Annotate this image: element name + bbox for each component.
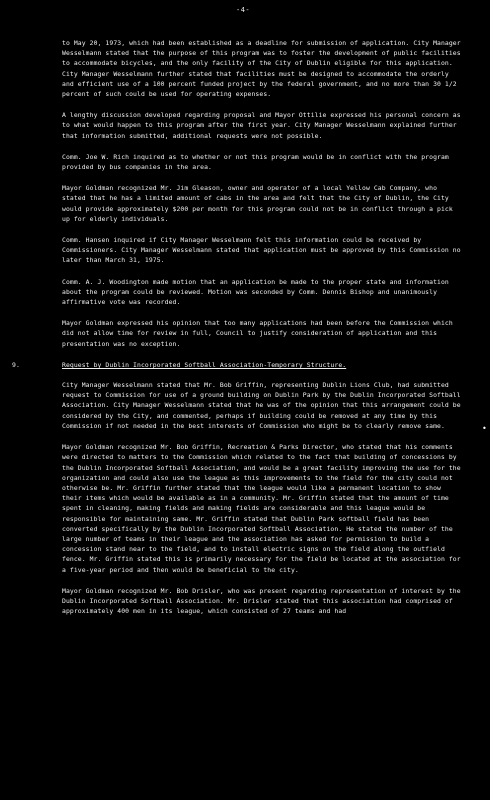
paragraph: Comm. Joe W. Rich inquired as to whether or not this program would be in conflict with the program provided by bus companies in the area. [62,152,449,172]
paragraph: Comm. Hansen inquired if City Manager Wesselmann felt this information could be received by Commissioners. City Manager Wesselmann stated that application must be approved by this Commission no later than March 31, 1975. [62,236,461,265]
agenda-item-title: Request by Dublin Incorporated Softball Association-Temporary Structure. [62,360,347,369]
paragraph: A lengthy discussion developed regarding proposal and Mayor Ottilie expressed his personal concern as to what would happen to this program after the first year. City Manager Wesselmann explained further that information submitted, additional requests were not possible. [62,111,461,140]
agenda-item-heading [12,360,462,370]
agenda-item-number: 9. [12,360,20,369]
paragraph: Mayor Goldman recognized Mr. Jim Gleason, owner and operator of a local Yellow Cab Company, who stated that he has a limited amount of cabs in the area and felt that the City of Dublin, the City would provide approximately $200 per month for this program could not be in conflict through a pick up for elderly individuals. [62,184,453,223]
minutes-body [12,38,462,627]
paragraph: to May 20, 1973, which had been established as a deadline for submission of application. City Manager Wesselmann stated that the purpose of this program was to foster the development of public facilities to accommodate bicycles, and the only facility of the City of Dublin eligible for this application. City Manager Wesselmann further stated that facilities must be designed to accommodate the orderly and efficient use of a 100 percent funded project by the federal government, and no more than 30 1/2 percent of such could be used for operating expenses. [62,39,461,99]
paragraph: City Manager Wesselmann stated that Mr. Bob Griffin, representing Dublin Lions Club, had submitted request to Commission for use of a ground building on Dublin Park by the Dublin Incorporated Softball Association. City Manager Wesselmann stated that he was of the opinion that this arrangement could be considered by the City, and commented, perhaps if building could be removed at any time by this Commission if not needed in the best interests of Commission who might be to clearly remove same. [62,381,461,430]
page-number: -4- [236,6,251,14]
margin-bullet-mark: • [482,424,487,433]
paragraph: Mayor Goldman expressed his opinion that too many applications had been before the Commission which did not allow time for review in full, Council to justify consideration of application and this presentation was no exception. [62,319,453,348]
paragraph: Comm. A. J. Woodington made motion that an application be made to the proper state and information about the program could be reviewed. Motion was seconded by Comm. Dennis Bishop and unanimously affirmative vote was recorded. [62,277,449,307]
paragraph: Mayor Goldman recognized Mr. Bob Griffin, Recreation & Parks Director, who stated that his comments were directed to matters to the Commission which related to the fact that building of concessions by the Dublin Incorporated Softball Association, and would be a great facility improving the use for the organization and could also use the league as this improvements to the field for the city could not otherwise be. Mr. Griffin further stated that the league would like a permanent location to show their items which would be available as in a community. Mr. Griffin stated that the amount of time spent in cleaning, making fields and making fields are considerable and this league would be responsible for maintaining same. Mr. Griffin stated that Dublin Park softball field has been converted specifically by the Dublin Incorporated Softball Association. He stated the number of the large number of teams in their league and the association has asked for permission to build a concession stand near to the field, and to install electric signs on the field along the outfield fence. Mr. Griffin stated this is primarily necessary for the field be located at the association for a five-year period and then would be beneficial to the city. [62,443,461,574]
paragraph: Mayor Goldman recognized Mr. Bob Drisler, who was present regarding representation of interest by the Dublin Incorporated Softball Association. Mr. Drisler stated that this association had comprised of approximately 400 men in its league, which consisted of 27 teams and had [62,586,461,616]
